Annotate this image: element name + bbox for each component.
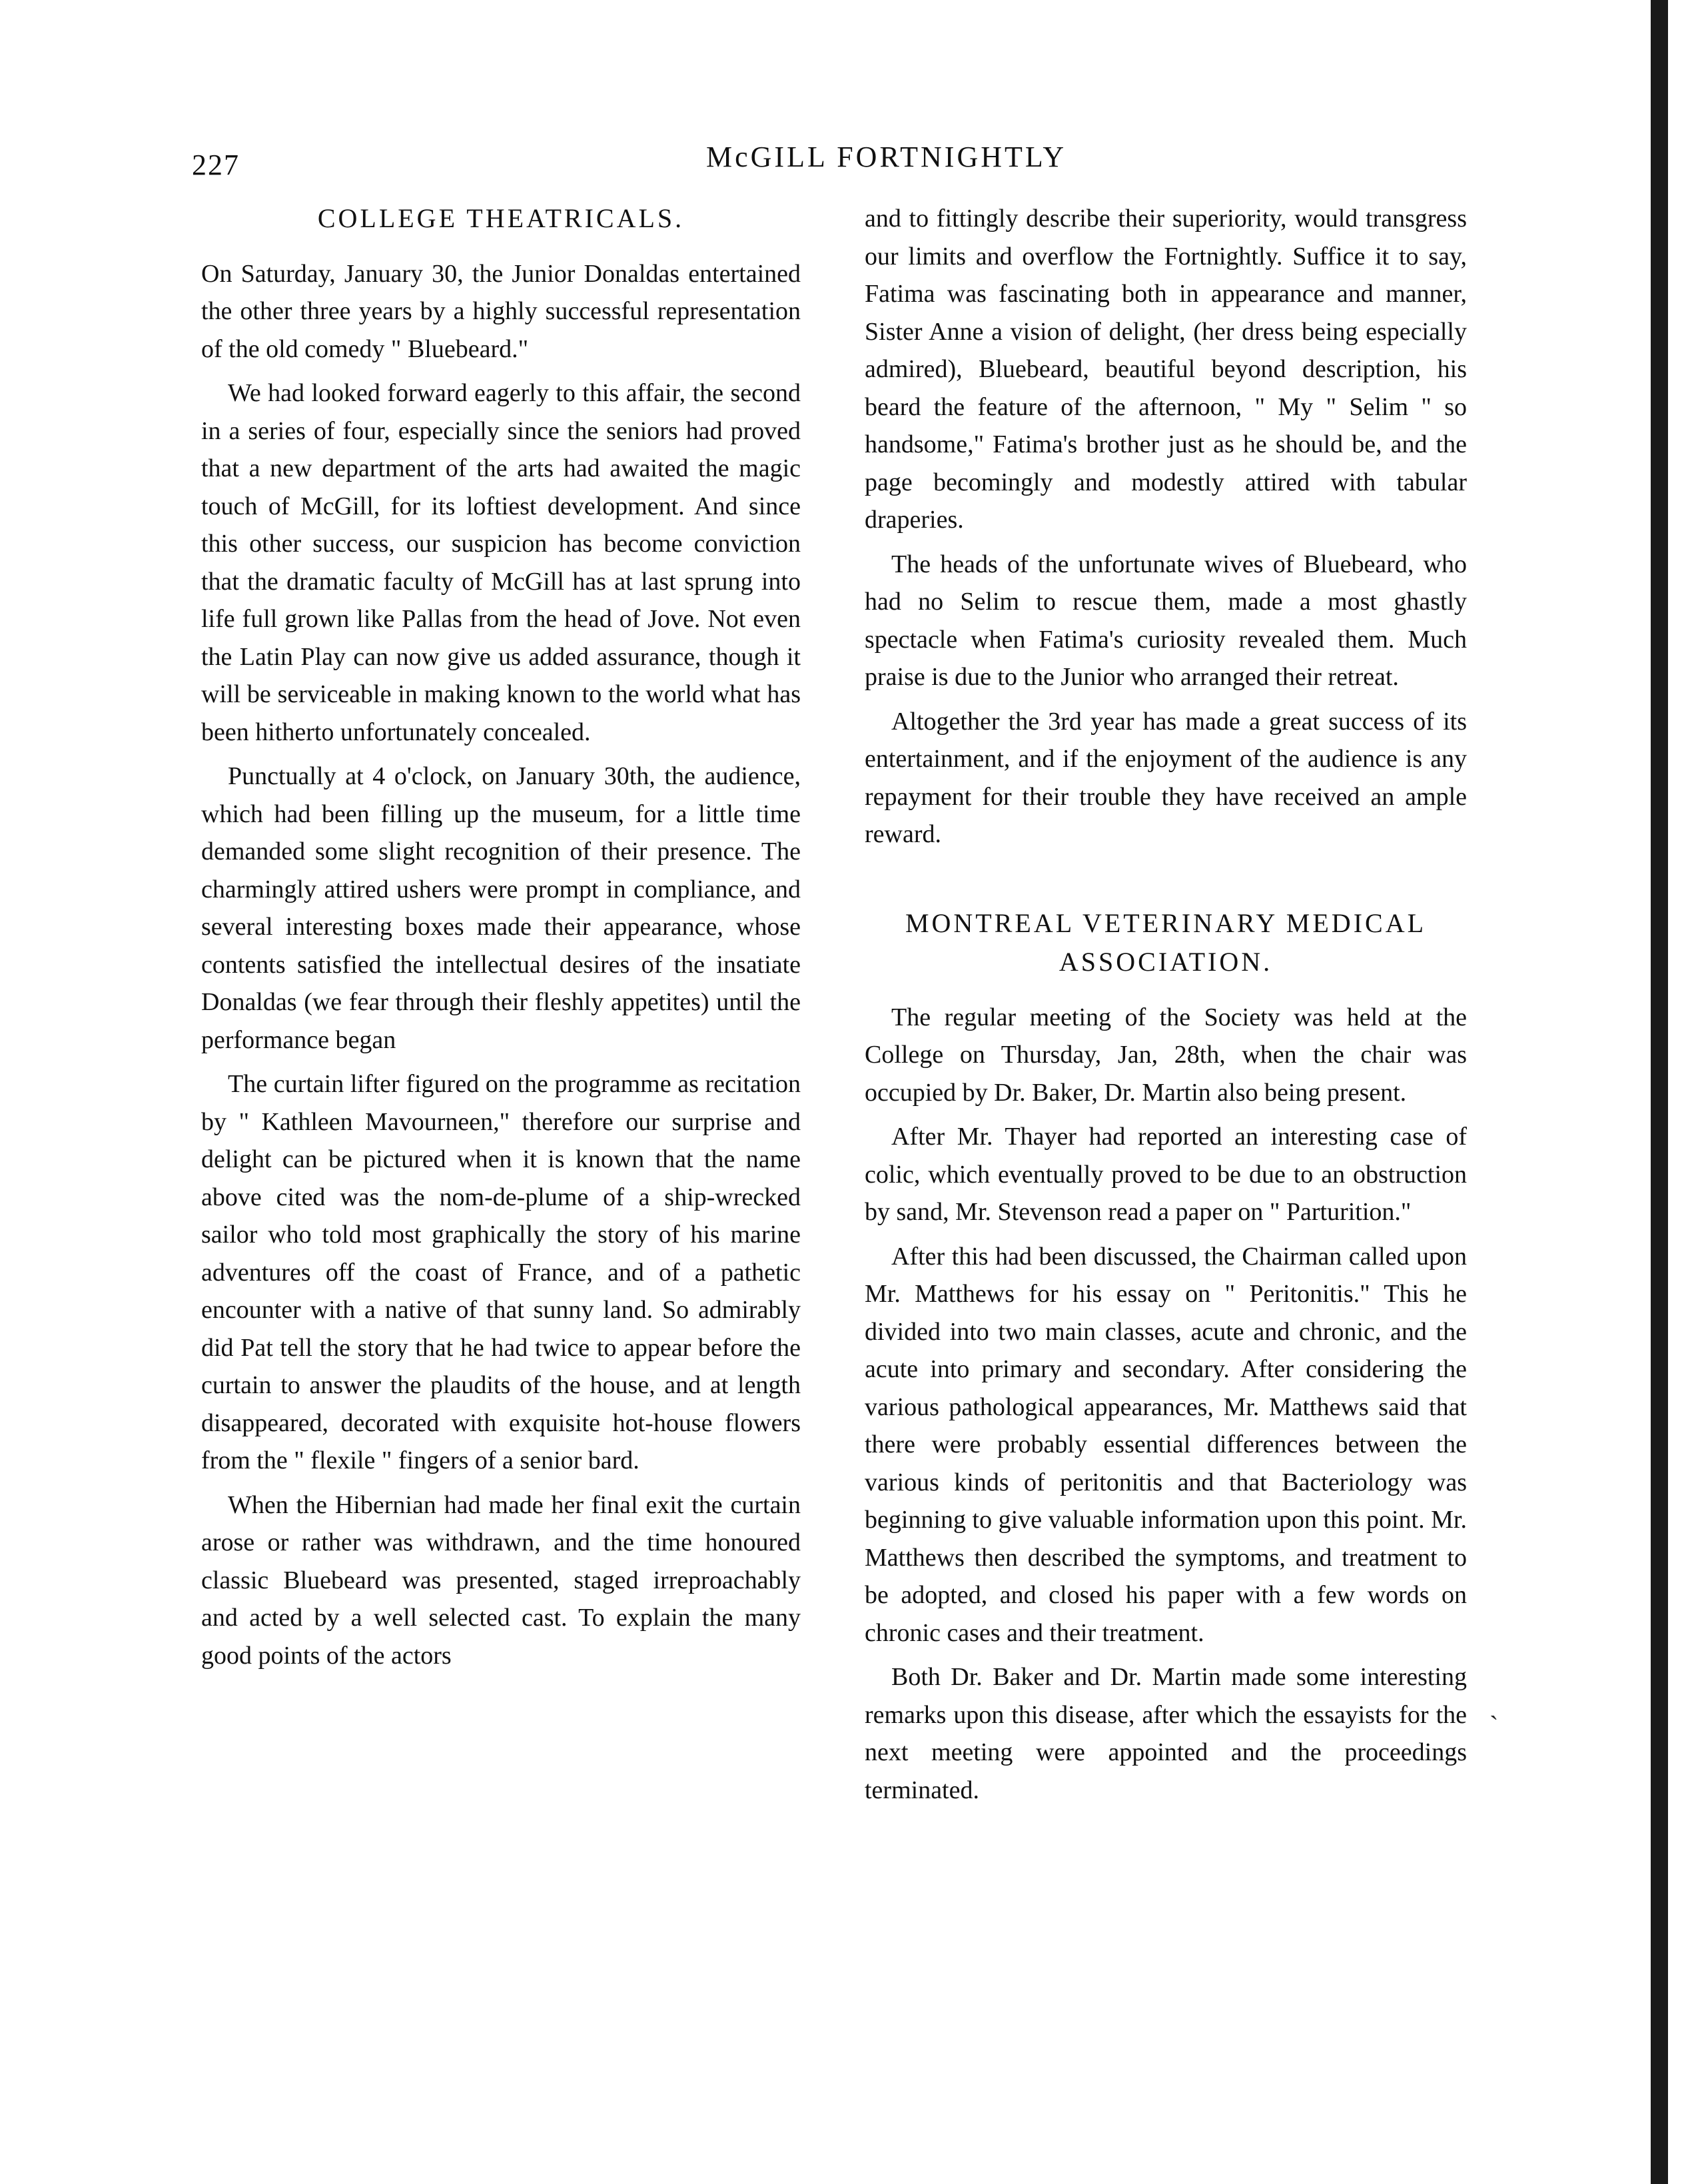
- page-number: 227: [192, 149, 240, 181]
- article-paragraph: The heads of the unfortunate wives of Bluebeard, who had no Selim to rescue them, made a most ghastly spectacle when Fatima's curiosity revealed them. Much praise is due to the Junior who arranged their retreat.: [865, 550, 1467, 691]
- running-head: McGILL FORTNIGHTLY: [706, 141, 1067, 173]
- article-paragraph-continued: and to fittingly describe their superiority, would transgress our limits and overflow the Fortnightly. Suffice it to say, Fatima was fascinating both in appearance and manner, Sister Anne a vision of delight, (her dress being especially admired), Bluebeard, beautiful beyond description, his beard the feature of the afternoon, " My " Selim " so handsome," Fatima's brother just as he should be, and the page becomingly and modestly attired with tabular draperies.: [865, 205, 1467, 534]
- article-title-line: MONTREAL VETERINARY MEDICAL: [905, 907, 1427, 938]
- scan-edge-shadow: [1651, 0, 1668, 2184]
- article-paragraph: We had looked forward eagerly to this affair, the second in a series of four, especially since the seniors had proved that a new department of the arts had awaited the magic touch of McGill, for its loftiest development. And since this other success, our suspicion has become conviction that the dramatic faculty of McGill has at last sprung into life full grown like Pallas from the head of Jove. Not even the Latin Play can now give us added assurance, though it will be serviceable in making known to the world what has been hitherto unfortunately concealed.: [201, 379, 801, 746]
- article-paragraph: On Saturday, January 30, the Junior Donaldas entertained the other three years by a highly successful representation of the old comedy " Bluebeard.": [201, 259, 801, 363]
- article-paragraph: Punctually at 4 o'clock, on January 30th, the audience, which had been filling up the museum, for a little time demanded some slight recognition of their presence. The charmingly attired ushers were prompt in compliance, and several interesting boxes made their appearance, whose contents satisfied the intellectual desires of the insatiate Donaldas (we fear through their fleshly appetites) until the performance began: [201, 762, 801, 1054]
- article-paragraph: Altogether the 3rd year has made a great success of its entertainment, and if the enjoyment of the audience is any repayment for their trouble they have received an ample reward.: [865, 707, 1467, 848]
- article-title-veterinary: [865, 904, 1467, 981]
- article-paragraph: After this had been discussed, the Chairman called upon Mr. Matthews for his essay on " Peritonitis." This he divided into two main classes, acute and chronic, and the acute into primary and secondary. After considering the various pathological appearances, Mr. Matthews said that there were probably essential differences between the various kinds of peritonitis and that Bacteriology was beginning to give valuable information upon this point. Mr. Matthews then described the symptoms, and treatment to be adopted, and closed his paper with a few words on chronic cases and their treatment.: [865, 1242, 1467, 1647]
- article-paragraph: Both Dr. Baker and Dr. Martin made some interesting remarks upon this disease, after which the essayists for the next meeting were appointed and the proceedings terminated.: [865, 1663, 1467, 1804]
- scan-speck: `: [1489, 1710, 1499, 1740]
- article-title-theatricals: COLLEGE THEATRICALS.: [317, 203, 685, 233]
- article-paragraph: When the Hibernian had made her final exit the curtain arose or rather was withdrawn, and the time honoured classic Bluebeard was presented, staged irreproachably and acted by a well selected cast. To explain the many good points of the actors: [201, 1490, 801, 1670]
- left-column: [201, 200, 801, 1674]
- article-paragraph: The curtain lifter figured on the programme as recitation by " Kathleen Mavourneen," therefore our surprise and delight can be pictured when it is known that the name above cited was the nom-de-plume of a ship-wrecked sailor who told most graphically the story of his marine adventures off the coast of France, and of a pathetic encounter with a native of that sunny land. So admirably did Pat tell the story that he had twice to appear before the curtain to answer the plaudits of the house, and at length disappeared, decorated with exquisite hot-house flowers from the " flexile " fingers of a senior bard.: [201, 1070, 801, 1474]
- right-column: [865, 200, 1467, 1809]
- article-paragraph: The regular meeting of the Society was held at the College on Thursday, Jan, 28th, when the chair was occupied by Dr. Baker, Dr. Martin also being present.: [865, 1003, 1467, 1107]
- article-paragraph: After Mr. Thayer had reported an interesting case of colic, which eventually proved to be due to an obstruction by sand, Mr. Stevenson read a paper on " Parturition.": [865, 1123, 1467, 1226]
- article-title-line: ASSOCIATION.: [1059, 946, 1273, 977]
